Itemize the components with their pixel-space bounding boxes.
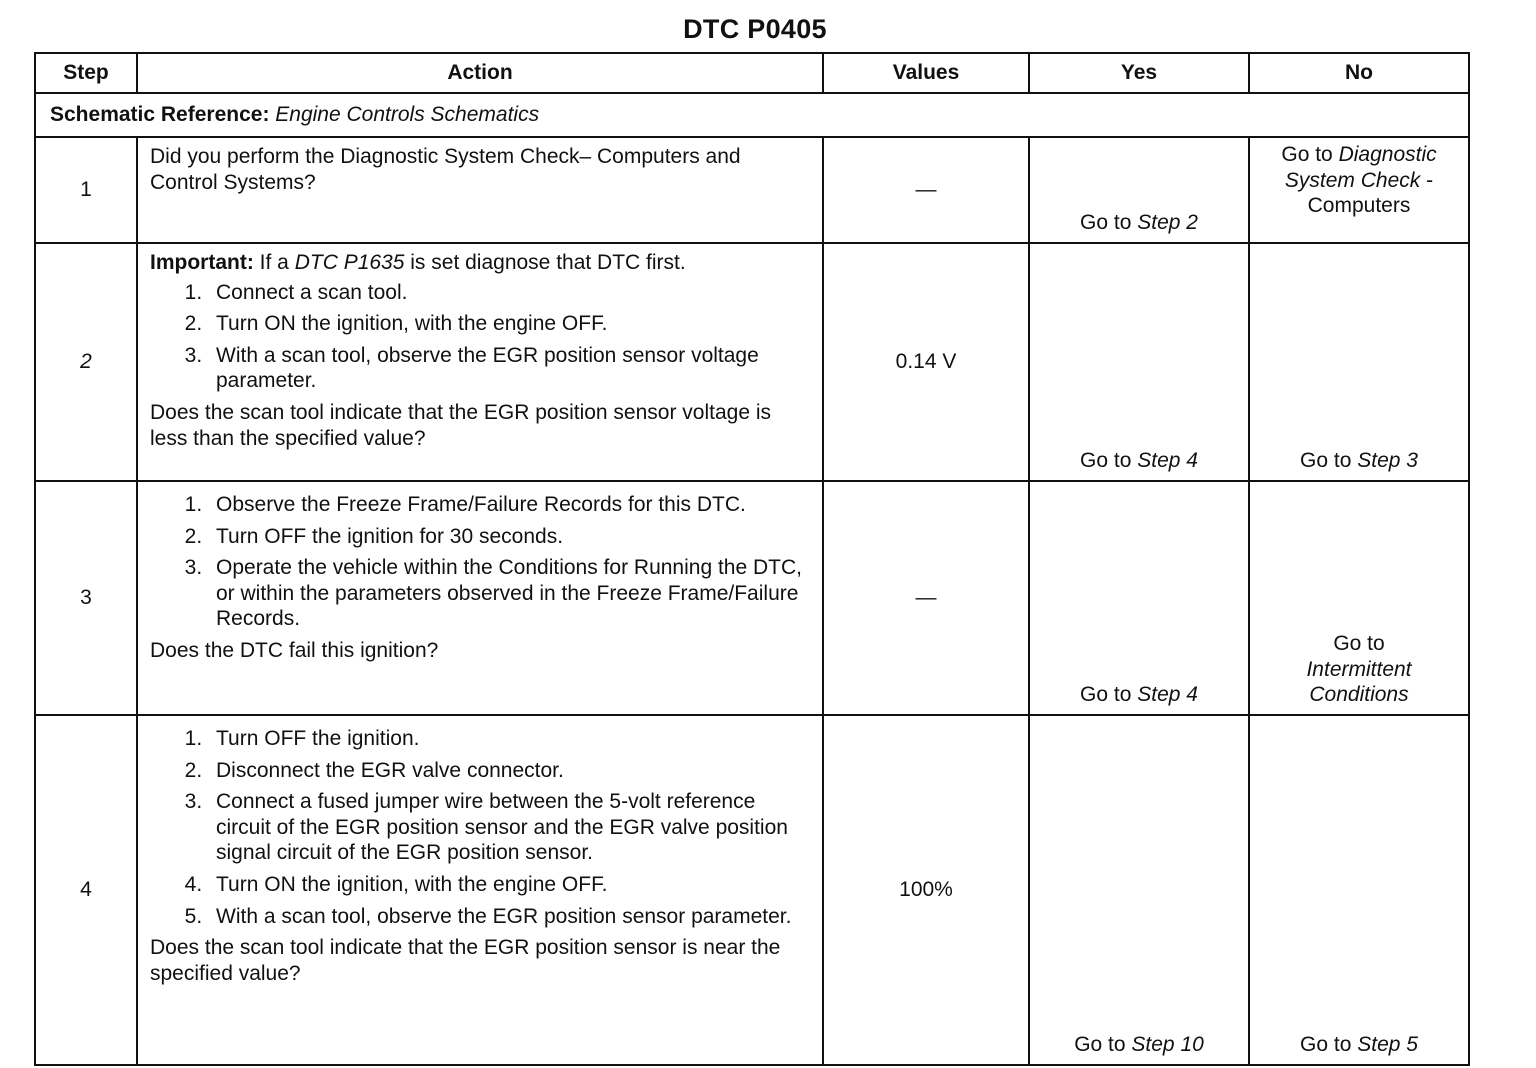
go-to-label: Go to	[1300, 449, 1352, 473]
header-row	[35, 53, 1469, 93]
yes-link[interactable]: Step 4	[1137, 449, 1198, 473]
diagnostic-table	[34, 52, 1470, 1066]
go-to-label: Go to	[1080, 683, 1132, 707]
list-item: 2. Turn OFF the ignition for 30 seconds.	[208, 524, 810, 550]
list-item: 2. Disconnect the EGR valve connector.	[208, 758, 810, 784]
table-row	[35, 243, 1469, 481]
header-values: Values	[823, 53, 1029, 93]
go-to-label: Go to	[1074, 1033, 1126, 1057]
action-cell	[137, 481, 823, 715]
no-suffix: - Computers	[1307, 168, 1434, 218]
table-row	[35, 137, 1469, 243]
no-link[interactable]: Step 3	[1357, 449, 1418, 473]
go-to-label: Go to	[1080, 211, 1132, 235]
list-item: 2. Turn ON the ignition, with the engine OFF.	[208, 311, 810, 337]
step-question: Does the scan tool indicate that the EGR position sensor is near the specified value?	[150, 936, 781, 985]
action-cell	[137, 137, 823, 243]
no-link[interactable]: Diagnostic System Check	[1284, 143, 1437, 192]
value-cell: 100%	[823, 715, 1029, 1065]
action-cell	[137, 243, 823, 481]
list-item: 3. With a scan tool, observe the EGR position sensor voltage parameter.	[208, 343, 810, 394]
important-note	[150, 250, 810, 276]
important-label: Important:	[150, 251, 254, 274]
important-pre: If a	[259, 251, 289, 274]
no-cell	[1249, 137, 1469, 243]
no-link[interactable]: Step 5	[1357, 1033, 1418, 1057]
value-cell: 0.14 V	[823, 243, 1029, 481]
step-list	[150, 726, 810, 929]
schematic-label: Schematic Reference:	[50, 103, 270, 127]
step-question: Does the scan tool indicate that the EGR position sensor voltage is less than the specified value?	[150, 401, 772, 450]
go-to-label: Go to	[1333, 632, 1385, 656]
go-to-label: Go to	[1281, 143, 1333, 166]
table-row	[35, 715, 1469, 1065]
value-cell: —	[823, 481, 1029, 715]
schematic-reference	[35, 93, 1469, 137]
action-cell	[137, 715, 823, 1065]
yes-link[interactable]: Step 2	[1137, 211, 1198, 235]
yes-cell	[1029, 137, 1249, 243]
no-cell	[1249, 481, 1469, 715]
go-to-label: Go to	[1300, 1033, 1352, 1057]
go-to-label: Go to	[1080, 449, 1132, 473]
yes-cell	[1029, 481, 1249, 715]
schematic-link[interactable]: Engine Controls Schematics	[275, 103, 540, 127]
list-item: 1. Connect a scan tool.	[208, 280, 810, 306]
step-question: Does the DTC fail this ignition?	[150, 639, 439, 663]
yes-link[interactable]: Step 4	[1137, 683, 1198, 707]
table-row	[35, 481, 1469, 715]
step-list	[150, 280, 810, 394]
step-list	[150, 492, 810, 632]
header-no: No	[1249, 53, 1469, 93]
step-number: 3	[35, 481, 137, 715]
dtc-link[interactable]: DTC P1635	[294, 251, 405, 274]
header-action: Action	[137, 53, 823, 93]
list-item: 1. Turn OFF the ignition.	[208, 726, 810, 752]
step-number: 2	[35, 243, 137, 481]
yes-link[interactable]: Step 10	[1131, 1033, 1204, 1057]
no-cell	[1249, 715, 1469, 1065]
value-cell: —	[823, 137, 1029, 243]
step-number: 1	[35, 137, 137, 243]
yes-cell	[1029, 243, 1249, 481]
list-item: 3. Connect a fused jumper wire between the 5-volt reference circuit of the EGR position sensor and the EGR valve position signal circuit of the EGR position sensor.	[208, 789, 810, 866]
step-question: Did you perform the Diagnostic System Check– Computers and Control Systems?	[150, 145, 741, 194]
list-item: 4. Turn ON the ignition, with the engine OFF.	[208, 872, 810, 898]
no-cell	[1249, 243, 1469, 481]
schematic-reference-row	[35, 93, 1469, 137]
list-item: 5. With a scan tool, observe the EGR position sensor parameter.	[208, 904, 810, 930]
header-step: Step	[35, 53, 137, 93]
important-post: is set diagnose that DTC first.	[410, 251, 686, 274]
header-yes: Yes	[1029, 53, 1249, 93]
step-number: 4	[35, 715, 137, 1065]
no-link[interactable]: Intermittent Conditions	[1306, 657, 1412, 707]
list-item: 3. Operate the vehicle within the Conditions for Running the DTC, or within the parameters observed in the Freeze Frame/Failure Records.	[208, 555, 810, 632]
page-title: DTC P0405	[683, 14, 827, 44]
yes-cell	[1029, 715, 1249, 1065]
list-item: 1. Observe the Freeze Frame/Failure Records for this DTC.	[208, 492, 810, 518]
